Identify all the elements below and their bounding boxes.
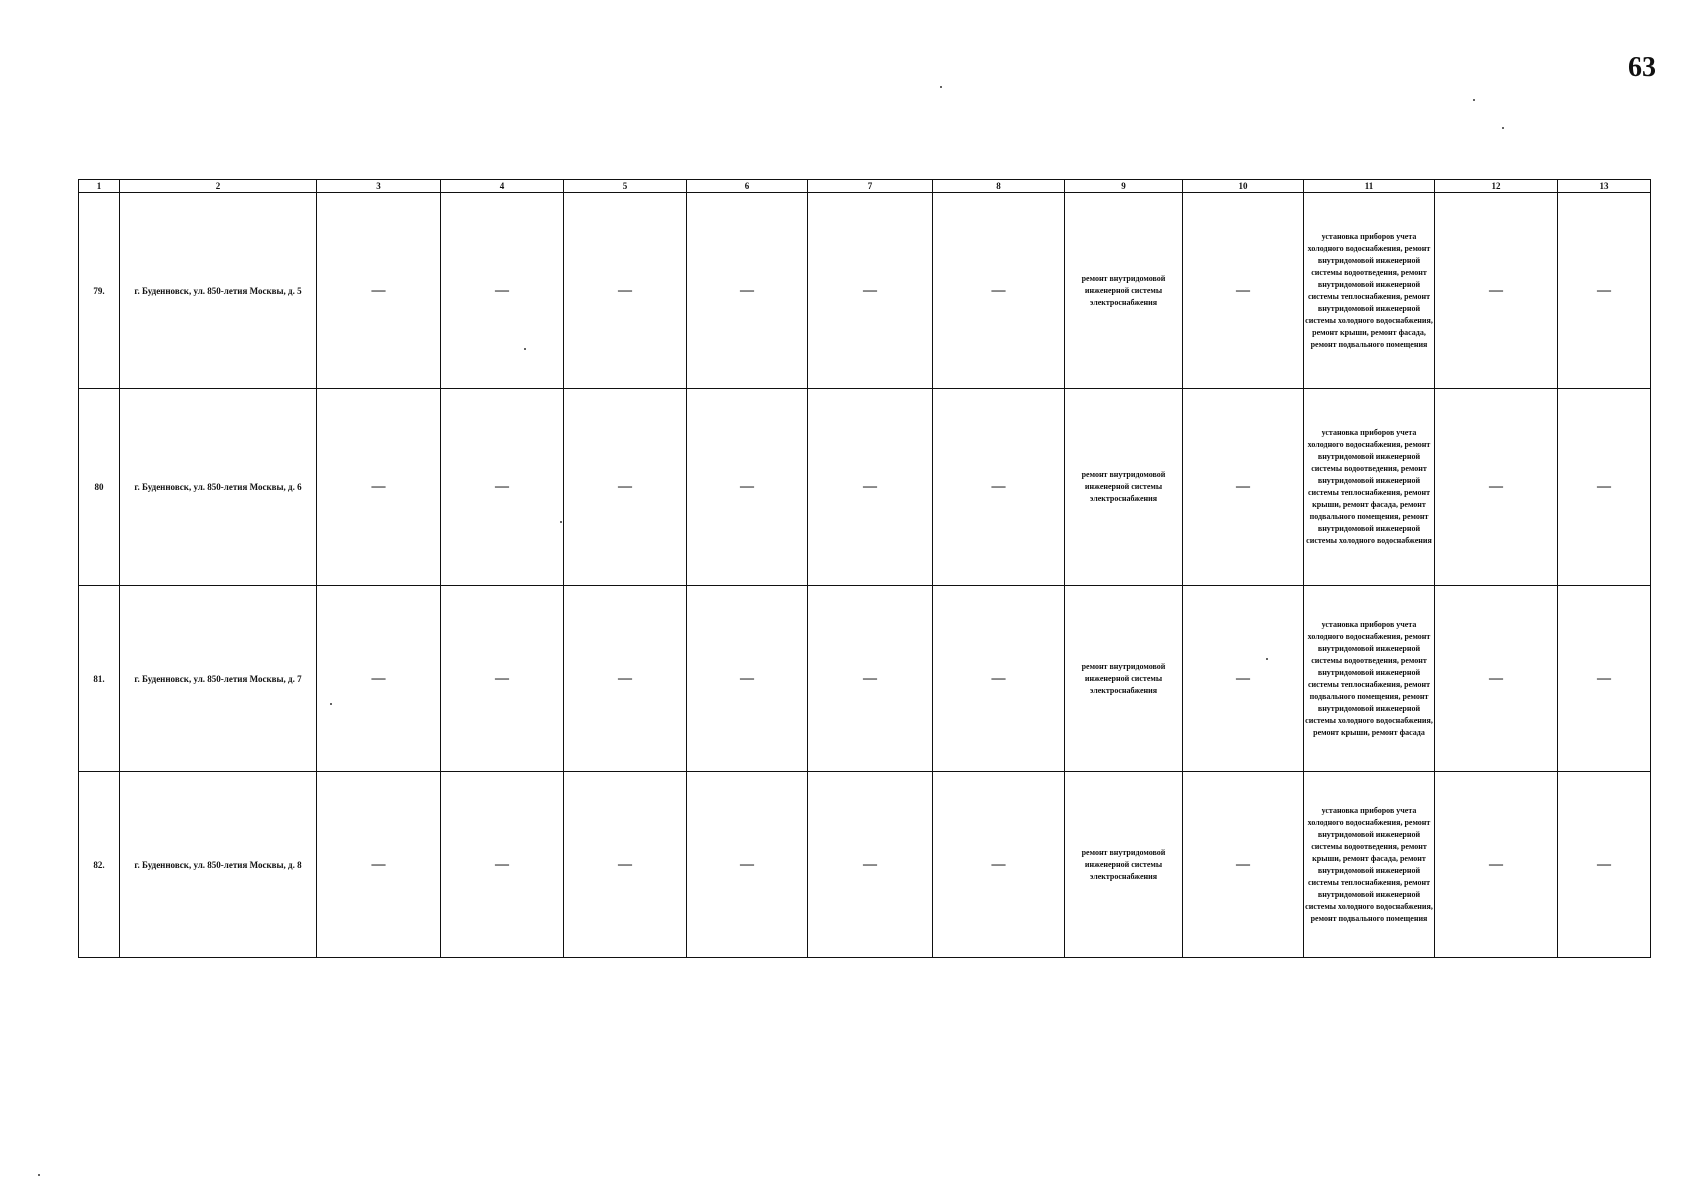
column-number: 7 — [808, 180, 933, 193]
work-description: ремонт внутридомовой инженерной системы электроснабжения — [1065, 389, 1183, 586]
empty-cell-dash: — — [1558, 389, 1651, 586]
scan-speck — [940, 86, 942, 88]
column-number-row — [79, 180, 1651, 193]
column-number: 3 — [317, 180, 441, 193]
empty-cell-dash: — — [808, 772, 933, 958]
empty-cell-dash: — — [687, 193, 808, 389]
row-number: 82. — [79, 772, 120, 958]
column-number: 5 — [564, 180, 687, 193]
empty-cell-dash: — — [441, 772, 564, 958]
column-number: 13 — [1558, 180, 1651, 193]
column-number: 9 — [1065, 180, 1183, 193]
empty-cell-dash: — — [441, 193, 564, 389]
empty-cell-dash: — — [1558, 193, 1651, 389]
empty-cell-dash: — — [564, 193, 687, 389]
empty-cell-dash: — — [687, 586, 808, 772]
empty-cell-dash: — — [1435, 772, 1558, 958]
building-address: г. Буденновск, ул. 850-летия Москвы, д. 6 — [120, 389, 317, 586]
scan-speck — [330, 703, 332, 705]
building-address: г. Буденновск, ул. 850-летия Москвы, д. 7 — [120, 586, 317, 772]
column-number: 12 — [1435, 180, 1558, 193]
empty-cell-dash: — — [564, 772, 687, 958]
empty-cell-dash: — — [1558, 772, 1651, 958]
building-address: г. Буденновск, ул. 850-летия Москвы, д. 5 — [120, 193, 317, 389]
empty-cell-dash: — — [808, 389, 933, 586]
empty-cell-dash: — — [1183, 772, 1304, 958]
work-list: установка приборов учета холодного водоснабжения, ремонт внутридомовой инженерной системы водоотведения, ремонт внутридомовой инженерной системы теплоснабжения, ремонт подвального помещения, ремонт внутридомовой инженерной системы холодного водоснабжения, ремонт крыши, ремонт фасада — [1304, 586, 1435, 772]
empty-cell-dash: — — [933, 772, 1065, 958]
empty-cell-dash: — — [808, 193, 933, 389]
column-number: 11 — [1304, 180, 1435, 193]
work-description: ремонт внутридомовой инженерной системы электроснабжения — [1065, 586, 1183, 772]
works-table — [78, 179, 1651, 958]
work-description: ремонт внутридомовой инженерной системы электроснабжения — [1065, 772, 1183, 958]
work-description: ремонт внутридомовой инженерной системы электроснабжения — [1065, 193, 1183, 389]
building-address: г. Буденновск, ул. 850-летия Москвы, д. 8 — [120, 772, 317, 958]
empty-cell-dash: — — [317, 193, 441, 389]
empty-cell-dash: — — [317, 389, 441, 586]
column-number: 1 — [79, 180, 120, 193]
work-list: установка приборов учета холодного водоснабжения, ремонт внутридомовой инженерной системы водоотведения, ремонт внутридомовой инженерной системы теплоснабжения, ремонт крыши, ремонт фасада, ремонт подвального помещения, ремонт внутридомовой инженерной системы холодного водоснабжения — [1304, 389, 1435, 586]
row-number: 79. — [79, 193, 120, 389]
column-number: 10 — [1183, 180, 1304, 193]
empty-cell-dash: — — [317, 772, 441, 958]
empty-cell-dash: — — [317, 586, 441, 772]
empty-cell-dash: — — [933, 586, 1065, 772]
empty-cell-dash: — — [1435, 389, 1558, 586]
table-row — [79, 586, 1651, 772]
table-row — [79, 772, 1651, 958]
empty-cell-dash: — — [1435, 193, 1558, 389]
empty-cell-dash: — — [687, 389, 808, 586]
empty-cell-dash: — — [1183, 586, 1304, 772]
empty-cell-dash: — — [564, 389, 687, 586]
page-number: 63 — [1628, 52, 1656, 83]
empty-cell-dash: — — [1183, 389, 1304, 586]
scan-speck — [524, 348, 526, 350]
scan-speck — [1266, 658, 1268, 660]
empty-cell-dash: — — [1435, 586, 1558, 772]
empty-cell-dash: — — [808, 586, 933, 772]
scan-speck — [560, 521, 562, 523]
row-number: 81. — [79, 586, 120, 772]
column-number: 8 — [933, 180, 1065, 193]
table-row — [79, 389, 1651, 586]
empty-cell-dash: — — [441, 586, 564, 772]
empty-cell-dash: — — [933, 389, 1065, 586]
empty-cell-dash: — — [441, 389, 564, 586]
column-number: 2 — [120, 180, 317, 193]
scan-speck — [38, 1174, 40, 1176]
empty-cell-dash: — — [1558, 586, 1651, 772]
scan-speck — [1473, 99, 1475, 101]
empty-cell-dash: — — [687, 772, 808, 958]
empty-cell-dash: — — [933, 193, 1065, 389]
table-row — [79, 193, 1651, 389]
work-list: установка приборов учета холодного водоснабжения, ремонт внутридомовой инженерной системы водоотведения, ремонт крыши, ремонт фасада, ремонт внутридомовой инженерной системы теплоснабжения, ремонт внутридомовой инженерной системы холодного водоснабжения, ремонт подвального помещения — [1304, 772, 1435, 958]
empty-cell-dash: — — [564, 586, 687, 772]
column-number: 4 — [441, 180, 564, 193]
work-list: установка приборов учета холодного водоснабжения, ремонт внутридомовой инженерной системы водоотведения, ремонт внутридомовой инженерной системы теплоснабжения, ремонт внутридомовой инженерной системы холодного водоснабжения, ремонт крыши, ремонт фасада, ремонт подвального помещения — [1304, 193, 1435, 389]
scan-speck — [1502, 127, 1504, 129]
column-number: 6 — [687, 180, 808, 193]
empty-cell-dash: — — [1183, 193, 1304, 389]
row-number: 80 — [79, 389, 120, 586]
